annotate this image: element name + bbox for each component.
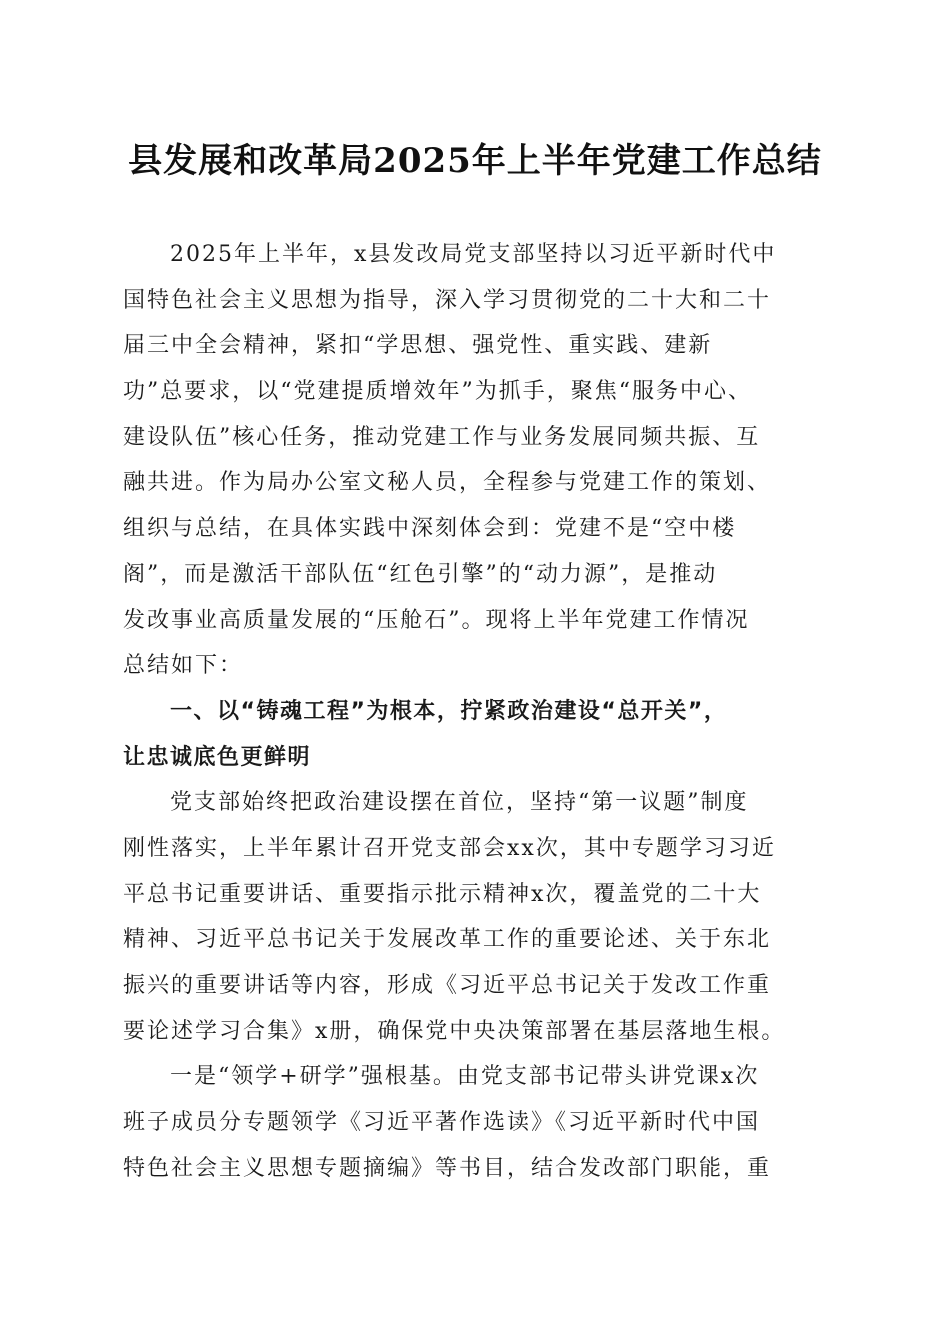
paragraph-line: 特色社会主义思想专题摘编》等书目，结合发改部门职能，重 [123, 1155, 772, 1181]
paragraph-line: 国特色社会主义思想为指导，深入学习贯彻党的二十大和二十 [123, 287, 772, 313]
paragraph-line: 班子成员分专题领学《习近平著作选读》《习近平新时代中国 [123, 1110, 761, 1136]
section-heading-line: 让忠诚底色更鲜明 [123, 744, 312, 770]
section-heading-line: 一、以“铸魂工程”为根本，拧紧政治建设“总开关”， [170, 698, 728, 724]
paragraph-line: 建设队伍”核心任务，推动党建工作与业务发展同频共振、互 [123, 424, 761, 450]
document-title: 县发展和改革局2025年上半年党建工作总结 [128, 141, 822, 181]
paragraph-line: 2025年上半年，x县发改局党支部坚持以习近平新时代中 [170, 242, 777, 267]
paragraph-line: 党支部始终把政治建设摆在首位，坚持“第一议题”制度 [170, 790, 749, 816]
paragraph-line: 发改事业高质量发展的“压舱石”。现将上半年党建工作情况 [123, 607, 750, 633]
paragraph-line: 阁”，而是激活干部队伍“红色引擎”的“动力源”，是推动 [123, 561, 718, 587]
paragraph-line: 组织与总结，在具体实践中深刻体会到：党建不是“空中楼 [123, 516, 737, 542]
paragraph-line: 刚性落实，上半年累计召开党支部会xx次，其中专题学习习近 [123, 835, 776, 861]
paragraph-line: 一是“领学+研学”强根基。由党支部书记带头讲党课x次 [170, 1064, 760, 1090]
document-body [123, 232, 828, 1191]
paragraph-line: 融共进。作为局办公室文秘人员，全程参与党建工作的策划、 [123, 470, 772, 496]
paragraph-line: 届三中全会精神，紧扣“学思想、强党性、重实践、建新 [123, 333, 713, 359]
paragraph-line: 功”总要求，以“党建提质增效年”为抓手，聚焦“服务中心、 [123, 379, 752, 405]
paragraph-line: 精神、习近平总书记关于发展改革工作的重要论述、关于东北 [123, 927, 772, 953]
paragraph-line: 要论述学习合集》x册，确保党中央决策部署在基层落地生根。 [123, 1018, 786, 1044]
paragraph-line: 总结如下： [123, 653, 244, 679]
paragraph-line: 平总书记重要讲话、重要指示批示精神x次，覆盖党的二十大 [123, 881, 762, 907]
paragraph-line: 振兴的重要讲话等内容，形成《习近平总书记关于发改工作重 [123, 973, 772, 998]
